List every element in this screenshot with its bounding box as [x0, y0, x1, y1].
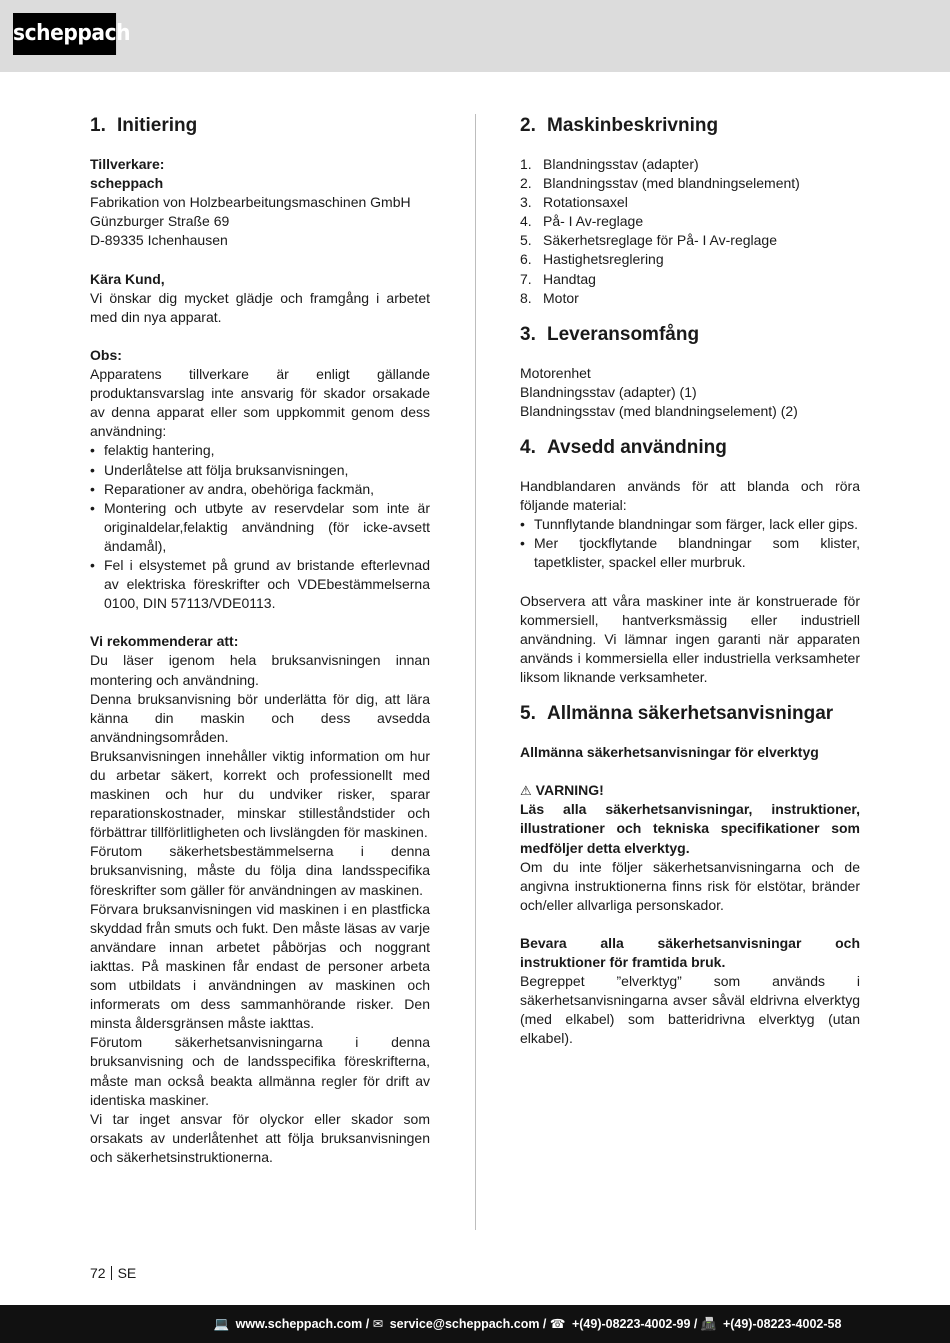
recommend-paragraph: Denna bruksanvisning bör underlätta för dig, att lära känna din maskin och dess avsedda användningsområden.: [90, 690, 430, 745]
recommend-paragraph: Förutom säkerhetsanvisningarna i denna bruksanvisning och de landsspecifika föreskrifterna, måste man också beakta allmänna regler för drift av identiska maskiner.: [90, 1034, 430, 1108]
obs-label: Obs:: [90, 346, 122, 363]
section-title-maskinbeskrivning: 2. Maskinbeskrivning: [520, 115, 719, 136]
section-title-leveransomfang: 3. Leveransomfång: [520, 323, 700, 345]
section-title-avsedd-anvandning: 4. Avsedd användning: [520, 437, 727, 459]
website-link[interactable]: www.scheppach.com /: [235, 1317, 370, 1331]
list-item: • felaktig hantering,: [90, 441, 430, 460]
use-list: [520, 515, 860, 572]
use-intro: Handblandaren används för att blanda och röra följande material:: [520, 478, 860, 514]
column-divider: [475, 114, 476, 1230]
manufacturer-name: scheppach: [90, 175, 164, 192]
page-footer: [0, 1305, 950, 1343]
computer-icon: 💻: [213, 1317, 230, 1331]
keep-bold-text: Bevara alla säkerhetsanvisningar och instruktioner för framtida bruk.: [520, 935, 860, 971]
warning-heading: ⚠ VARNING!: [520, 781, 860, 800]
mail-icon: ✉: [372, 1317, 384, 1331]
delivery-item: Motorenhet: [520, 364, 591, 381]
fax-icon: 📠: [700, 1317, 717, 1331]
list-item: • Underlåtelse att följa bruksanvisningen,: [90, 461, 430, 480]
obs-list: [90, 441, 430, 613]
use-note: Observera att våra maskiner inte är konstruerade för kommersiell, hantverksmässig eller industriell användning. Vi lämnar ingen garanti när apparaten används i kommersiella eller industriella verksamheter liksom liknande verksamheter.: [520, 592, 860, 685]
list-item: 6. Hastighetsreglering: [520, 251, 664, 268]
list-item: 4. På- I Av-reglage: [520, 213, 644, 230]
delivery-item: Blandningsstav (med blandningselement) (2): [520, 402, 798, 419]
list-item: • Montering och utbyte av reservdelar som inte är originaldelar,felaktig användning (för icke-avsett ändamål),: [90, 499, 430, 556]
section-title-sakerhetsanvisningar: 5. Allmänna säkerhetsanvisningar: [520, 703, 834, 725]
address-line: Günzburger Straße 69: [90, 213, 230, 230]
email-link[interactable]: service@scheppach.com /: [389, 1317, 547, 1331]
obs-text: Apparatens tillverkare är enligt gällande produktansvarslag inte ansvarig för skador orsakade av denna apparat eller som uppkommit genom dess användning:: [90, 366, 430, 440]
section-title-initiering: 1. Initiering: [90, 115, 198, 136]
manufacturer-label: Tillverkare:: [90, 156, 165, 172]
recommend-label: Vi rekommenderar att:: [90, 633, 239, 650]
safety-subtitle: Allmänna säkerhetsanvisningar för elverktyg: [520, 744, 819, 761]
greeting-label: Kära Kund,: [90, 270, 165, 287]
phone-number: +(49)-08223-4002-99 /: [571, 1317, 698, 1331]
delivery-item: Blandningsstav (adapter) (1): [520, 383, 697, 400]
greeting-text: Vi önskar dig mycket glädje och framgång i arbetet med din nya apparat.: [90, 289, 430, 325]
warning-icon: ⚠: [520, 783, 532, 799]
recommend-paragraph: Förutom säkerhetsbestämmelserna i denna bruksanvisning, måste du följa dina landsspecifika föreskrifter som gäller för användningen av maskinen.: [90, 843, 430, 898]
list-item: 2. Blandningsstav (med blandningselement): [520, 175, 800, 192]
list-item: • Mer tjockflytande blandningar som klister, tapetklister, spackel eller murbruk.: [520, 534, 860, 572]
warning-text: Om du inte följer säkerhetsanvisningarna och de angivna instruktionerna finns risk för elstötar, bränder och/eller allvarliga personskador.: [520, 858, 860, 913]
address-line: Fabrikation von Holzbearbeitungsmaschinen GmbH: [90, 194, 411, 211]
list-item: 3. Rotationsaxel: [520, 194, 628, 211]
list-item: 1. Blandningsstav (adapter): [520, 156, 699, 172]
list-item: • Reparationer av andra, obehöriga fackmän,: [90, 480, 430, 499]
list-item: 8. Motor: [520, 289, 579, 306]
address-line: D-89335 Ichenhausen: [90, 232, 228, 249]
list-item: • Tunnflytande blandningar som färger, lack eller gips.: [520, 515, 860, 534]
keep-text: Begreppet ”elverktyg” som används i säkerhetsanvisningarna avser såväl eldrivna elverktyg (med elkabel) som batteridrivna elverktyg (utan elkabel).: [520, 973, 860, 1047]
list-item: 7. Handtag: [520, 270, 596, 287]
page-number: 72 SE: [90, 1265, 137, 1281]
recommend-paragraph: Förvara bruksanvisningen vid maskinen i en plastficka skyddad från smuts och fukt. Den måste läsas av varje användare innan arbetet påbörjas och noggrant iakttas. På maskinen får endast de personer arbeta som utbildats i användningen av maskinen och informerats om dess sammanhörande risker. Den minsta åldersgränsen måste iakttas.: [90, 900, 430, 1032]
right-column: [520, 114, 860, 1049]
list-item: • Fel i elsystemet på grund av bristande efterlevnad av elektriska föreskrifter och VDEbestämmelserna 0100, DIN 57113/VDE0113.: [90, 556, 430, 613]
page-header: [0, 0, 950, 72]
phone-icon: ☎: [549, 1317, 566, 1331]
fax-number: +(49)-08223-4002-58: [722, 1317, 842, 1331]
recommend-paragraph: Bruksanvisningen innehåller viktig information om hur du arbetar säkert, korrekt och professionellt med maskinen och hur du undviker risker, sparar reparationskostnader, minskar stilleståndstider och förbättrar tillförlitligheten och livslängden för maskinen.: [90, 747, 430, 841]
left-column: [90, 114, 430, 1167]
list-item: 5. Säkerhetsreglage för På- I Av-reglage: [520, 232, 777, 249]
recommend-paragraph: Du läser igenom hela bruksanvisningen innan montering och användning.: [90, 652, 430, 688]
scheppach-logo: scheppach: [13, 13, 116, 55]
recommend-paragraph: Vi tar inget ansvar för olyckor eller skador som orsakats av underlåtenhet att följa bruksanvisningen och säkerhetsinstruktionerna.: [90, 1110, 430, 1165]
warning-bold-text: Läs alla säkerhetsanvisningar, instruktioner, illustrationer och tekniska specifikationer som medföljer detta elverktyg.: [520, 801, 860, 856]
parts-list: [520, 155, 860, 308]
